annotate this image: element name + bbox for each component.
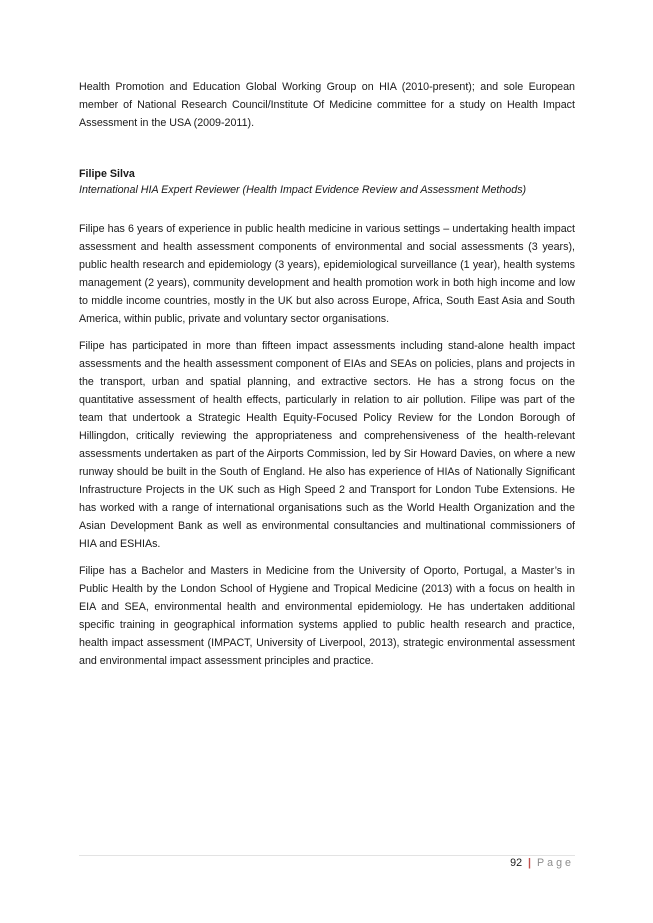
page-number: 92 [510,857,523,869]
footer-divider [79,855,575,856]
footer-separator: | [528,857,532,869]
body-paragraph-experience: Filipe has 6 years of experience in public health medicine in various settings – undertaking health impact assessment and health assessment components of environmental and social assessments (3 years), public health research and epidemiology (3 years), epidemiological surveillance (1 year), health systems management (2 years), community development and health promotion work in both high income and low to middle income countries, mostly in the UK but also across Europe, Africa, South East Asia and South America, within public, private and voluntary sector organisations. [79,223,575,325]
intro-paragraph: Health Promotion and Education Global Working Group on HIA (2010-present); and sole European member of National Research Council/Institute Of Medicine committee for a study on Health Impact Assessment in the USA (2009-2011). [79,81,575,129]
page-label: Page [537,857,574,869]
body-paragraph-education: Filipe has a Bachelor and Masters in Medicine from the University of Oporto, Portugal, a Master’s in Public Health by the London School of Hygiene and Tropical Medicine (2013) with a focus on health in EIA and SEA, environmental health and environmental epidemiology. He has undertaken additional specific training in geographical information systems applied to public health research and practice, health impact assessment (IMPACT, University of Liverpool, 2013), strategic environmental assessment and environmental impact assessment principles and practice. [79,565,575,667]
person-name: Filipe Silva [79,168,135,180]
person-role: International HIA Expert Reviewer (Health Impact Evidence Review and Assessment Methods) [79,184,527,196]
document-body [79,78,575,679]
page-footer [510,856,574,870]
body-paragraph-assessments: Filipe has participated in more than fifteen impact assessments including stand-alone health impact assessments and the health assessment component of EIAs and SEAs on policies, plans and projects in the transport, urban and spatial planning, and extractive sectors. He has a strong focus on the quantitative assessment of health effects, particularly in relation to air pollution. Filipe was part of the team that undertook a Strategic Health Equity-Focused Policy Review for the London Borough of Hillingdon, critically reviewing the appropriateness and comprehensiveness of the health-relevant assessments undertaken as part of the Airports Commission, led by Sir Howard Davies, on where a new runway should be built in the South of England. He also has experience of HIAs of Nationally Significant Infrastructure Projects in the UK such as High Speed 2 and Transport for London Tube Extensions. He has worked with a range of international organisations such as the World Health Organization and the Asian Development Bank as well as environmental consultancies and multinational commissioners of HIA and ESHIAs. [79,340,575,550]
